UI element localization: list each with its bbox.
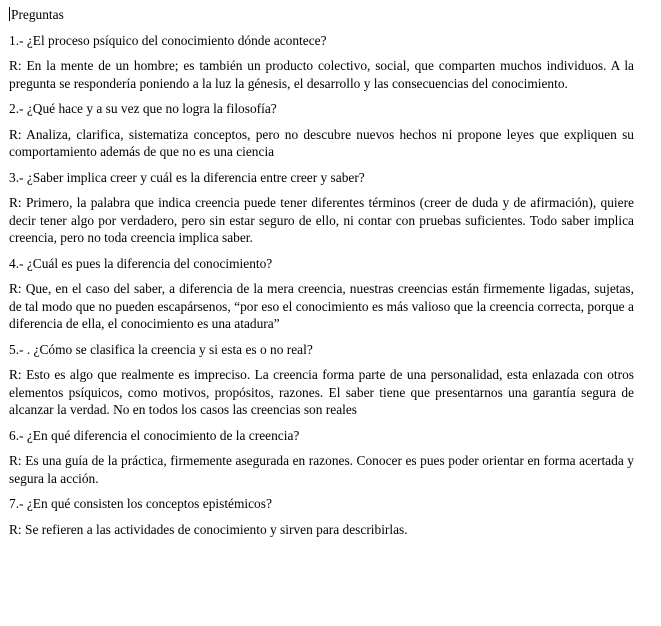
answer-5: R: Esto es algo que realmente es impreciso. La creencia forma parte de una personalidad, esta enlazada con otros elementos psíquicos, como motivos, propósitos, razones. El saber tiene que presentarnos una garantía segura de alcanzar la verdad. No en todos los casos las creencias son reales xyxy=(9,367,634,417)
answer-6: R: Es una guía de la práctica, firmemente asegurada en razones. Conocer es pues poder orientar en forma acertada y segura la acción. xyxy=(9,453,634,486)
document-body[interactable] xyxy=(9,6,634,546)
document-heading xyxy=(9,6,634,24)
question-2: 2.- ¿Qué hace y a su vez que no logra la filosofía? xyxy=(9,101,277,116)
answer-1: R: En la mente de un hombre; es también un producto colectivo, social, que comparten muchos individuos. A la pregunta se respondería poniendo a la luz la génesis, el desarrollo y las consecuencias del conocimiento. xyxy=(9,58,634,91)
question-6: 6.- ¿En qué diferencia el conocimiento de la creencia? xyxy=(9,427,300,443)
question-3: 3.- ¿Saber implica creer y cuál es la diferencia entre creer y saber? xyxy=(9,169,365,185)
question-7: 7.- ¿En qué consisten los conceptos epistémicos? xyxy=(9,496,272,511)
answer-4: R: Que, en el caso del saber, a diferencia de la mera creencia, nuestras creencias están firmemente ligadas, sujetas, de tal modo que no pueden escapársenos, “por eso el conocimiento es más valioso que la creencia correcta, porque a diferencia de ella, el conocimiento es una atadura” xyxy=(9,281,634,331)
question-1: 1.- ¿El proceso psíquico del conocimiento dónde acontece? xyxy=(9,32,327,48)
document-heading-text: Preguntas xyxy=(11,7,64,22)
answer-3: R: Primero, la palabra que indica creencia puede tener diferentes términos (creer de duda y de afirmación), quiere decir tener algo por verdadero, pero sin estar seguro de ello, ni contar con pruebas suficientes. Todo saber implica creencia, pero no toda creencia implica saber. xyxy=(9,195,634,245)
answer-7: R: Se refieren a las actividades de conocimiento y sirven para describirlas. xyxy=(9,521,408,537)
question-5: 5.- . ¿Cómo se clasifica la creencia y si esta es o no real? xyxy=(9,341,313,357)
answer-2: R: Analiza, clarifica, sistematiza conceptos, pero no descubre nuevos hechos ni propone leyes que expliquen su comportamiento además de que no es una ciencia xyxy=(9,126,634,159)
text-cursor xyxy=(9,7,10,21)
question-4: 4.- ¿Cuál es pues la diferencia del conocimiento? xyxy=(9,255,273,271)
